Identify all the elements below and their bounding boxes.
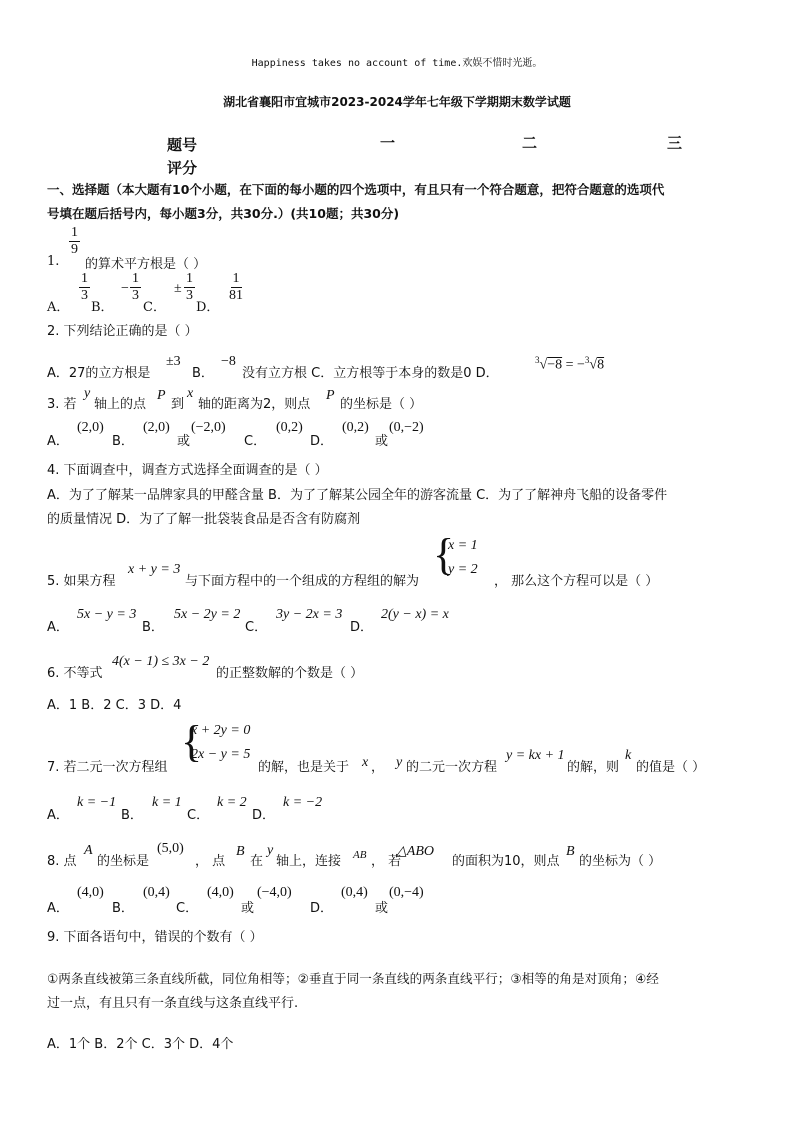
q2-d-math: $^3$√−8 = −$^3$√8 [535,355,605,373]
q4-options-line-1: A．为了了解某一品牌家具的甲醛含量 B．为了了解某公园全年的游客流量 C．为了了解神舟飞船的设备零件 [47,488,668,503]
q2-b-text: 没有立方根 C．立方根等于本身的数是0 D． [242,366,499,381]
q1-option-b-label: B． [91,300,114,315]
q7-brace: { [181,717,203,766]
q1-d-den: 81 [229,288,243,303]
q6-options: A．1 B．2 C．3 D．4 [47,698,182,713]
page-title: 湖北省襄阳市宜城市2023-2024学年七年级下学期期末数学试题 [223,95,571,109]
q1-a-num: 1 [81,271,88,286]
q1-frac-num: 1 [71,225,78,240]
q4-options-line-2: 的质量情况 D．为了了解一批袋装食品是否含有防腐剂 [47,512,361,527]
q3-options: A． (2,0) B． (2,0) 或 (−2,0) C． (0,2) D． (0,2) 或 (0,−2) [47,420,424,449]
q5-brace: { [433,530,455,579]
q7-stem: 7. 若二元一次方程组 { x + 2y = 0 2x − y = 5 的解，也是关于 x ， y 的二元一次方程 y = kx + 1 的解，则 k 的值是（ ） [47,717,706,775]
section-heading-line-1: 一、选择题（本大题有10个小题，在下面的每小题的四个选项中，有且只有一个符合题意，把符合题意的选项代 [47,182,665,197]
q2-b-math: −8 [221,354,236,369]
q8-options: A． (4,0) B． (0,4) C． (4,0) 或 (−4,0) D． (0,4) 或 (0,−4) [47,885,424,916]
q1-c-sign: ± [174,281,182,296]
q1-option-d-label: D． [196,300,220,315]
q1-d-num: 1 [232,271,240,286]
q1-number: 1. [47,254,60,269]
q2-stem: 2. 下列结论正确的是（ ） [47,324,198,339]
score-table-col-3: 三 [667,134,683,152]
q1-fraction [69,226,80,257]
q6-stem: 6. 不等式 4(x − 1) ≤ 3x − 2 的正整数解的个数是（ ） [47,654,364,681]
q1-option-a-label: A． [47,300,70,315]
score-table-col-2: 二 [522,134,538,152]
q9-statements-line-1: ①两条直线被第三条直线所截，同位角相等；②垂直于同一条直线的两条直线平行；③相等的角是对顶角；④经 [47,971,659,986]
q8-stem: 8. 点 A 的坐标是 (5,0) ， 点 B 在 y 轴上，连接 AB ， 若 △ABO 的面积为10，则点 B 的坐标为（ ） [47,841,662,869]
q2-options [47,354,747,384]
q9-stem: 9. 下面各语句中，错误的个数有（ ） [47,930,263,945]
watermark: Happiness takes no account of time.欢娱不惜时光逝。 [251,58,543,69]
section-heading-line-2: 号填在题后括号内，每小题3分，共30分.）(共10题；共30分) [47,206,400,221]
q5-stem: 5. 如果方程 x + y = 3 与下面方程中的一个组成的方程组的解为 { x = 1 y = 2 ， 那么这个方程可以是（ ） [47,530,659,589]
q1-frac-den: 9 [71,242,78,257]
q1-option-c-label: C． [143,300,166,315]
q2-b-prefix: B． [192,366,214,381]
q1-a-den: 3 [81,288,88,303]
q1-b-den: 3 [132,288,139,303]
q1-b-sign: − [121,281,129,296]
q9-options: A．1个 B．2个 C．3个 D．4个 [47,1037,234,1052]
q1-stem: 的算术平方根是（ ） [85,257,207,272]
score-table-label-2: 评分 [167,159,198,177]
q1-c-den: 3 [186,288,193,303]
score-table-label-1: 题号 [167,136,198,154]
q1-c-num: 1 [186,271,193,286]
q7-options: A． k = −1 B． k = 1 C． k = 2 D． k = −2 [47,795,323,823]
q9-statements-line-2: 过一点，有且只有一条直线与这条直线平行. [47,996,299,1011]
q2-a-math: ±3 [166,354,181,369]
score-table-col-1: 一 [380,134,396,152]
q4-stem: 4. 下面调查中，调查方式选择全面调查的是（ ） [47,463,328,478]
q1-b-num: 1 [132,271,139,286]
q3-stem: 3. 若 y 轴上的点 P 到 x 轴的距离为2，则点 P 的坐标是（ ） [47,386,423,412]
q2-a-prefix: A．27的立方根是 [47,366,151,381]
q5-options: A． 5x − y = 3 B． 5x − 2y = 2 C． 3y − 2x = 3 D． 2(y − x) = x [47,607,449,635]
